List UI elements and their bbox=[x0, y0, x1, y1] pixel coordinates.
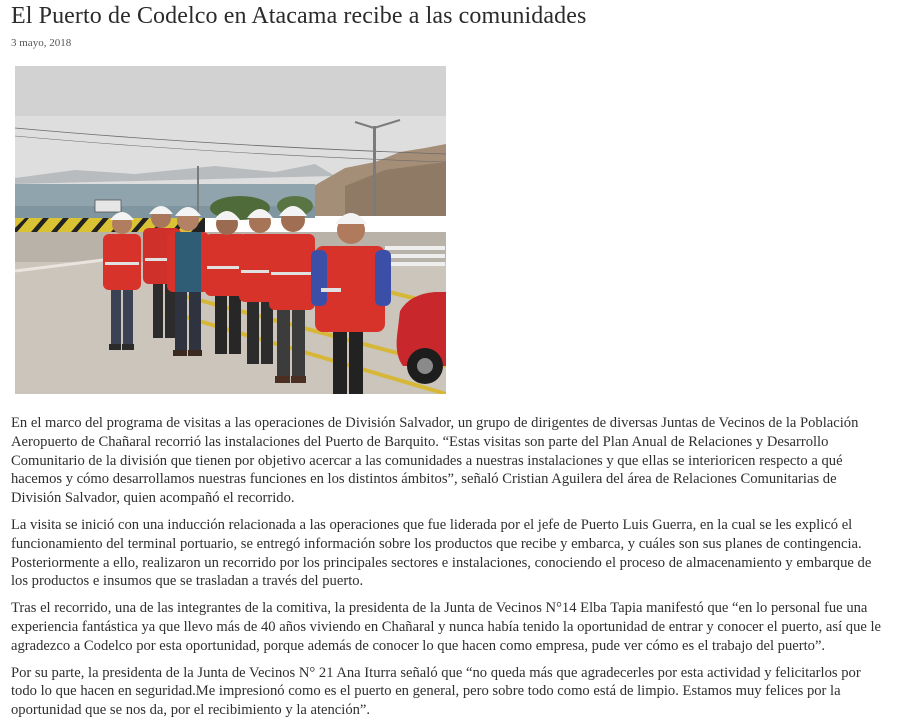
article-photo bbox=[15, 66, 446, 394]
article-body bbox=[11, 414, 889, 728]
group-photo-illustration bbox=[15, 66, 446, 394]
article-title: El Puerto de Codelco en Atacama recibe a las comunidades bbox=[11, 3, 587, 29]
paragraph-3: Tras el recorrido, una de las integrantes de la comitiva, la presidenta de la Junta de Vecinos N°14 Elba Tapia manifestó que “en lo personal fue una experiencia fantástica ya que llevo más de 40 años viviendo en Chañaral y nunca había tenido la oportunidad de entrar y conocer el puerto, así que le agradezco a Codelco por esta oportunidad, porque además de conocer lo que hacen como empresa, pude ver cómo es el trabajo del puerto”. bbox=[11, 600, 882, 654]
paragraph-4: Por su parte, la presidenta de la Junta de Vecinos N° 21 Ana Iturra señaló que “no queda más que agradecerles por esta actividad y felicitarlos por todo lo que hacen en seguridad.Me impresionó como es el puerto en general, pero sobre todo como está de limpio. Estamos muy felices por la oportunidad que se nos da, por el recibimiento y la atención”. bbox=[11, 664, 861, 719]
paragraph-1: En el marco del programa de visitas a las operaciones de División Salvador, un grupo de dirigentes de diversas Juntas de Vecinos de la Población Aeropuerto de Chañaral recorrió las instalaciones del Puerto de Barquito. “Estas visitas son parte del Plan Anual de Relaciones y Desarrollo Comunitario de la división que tienen por objetivo acercar a las comunidades a nuestras instalaciones y que ellas se interioricen respecto a qué hacemos y cómo desarrollamos nuestras funciones en los distintos ámbitos”, señaló Cristian Aguilera del área de Relaciones Comunitarias de División Salvador, quien acompañó el recorrido. bbox=[11, 415, 859, 507]
article-date: 3 mayo, 2018 bbox=[11, 37, 72, 49]
paragraph-2: La visita se inició con una inducción relacionada a las operaciones que fue liderada por el jefe de Puerto Luis Guerra, en la cual se les explicó el funcionamiento del terminal portuario, se entregó información sobre los productos que recibe y embarca, y cuáles son sus planes de contingencia. Posteriormente a ello, realizaron un recorrido por los principales sectores e instalaciones, conociendo el proceso de almacenamiento y embarque de los productos e insumos que se trasladan a través del puerto. bbox=[11, 516, 872, 590]
